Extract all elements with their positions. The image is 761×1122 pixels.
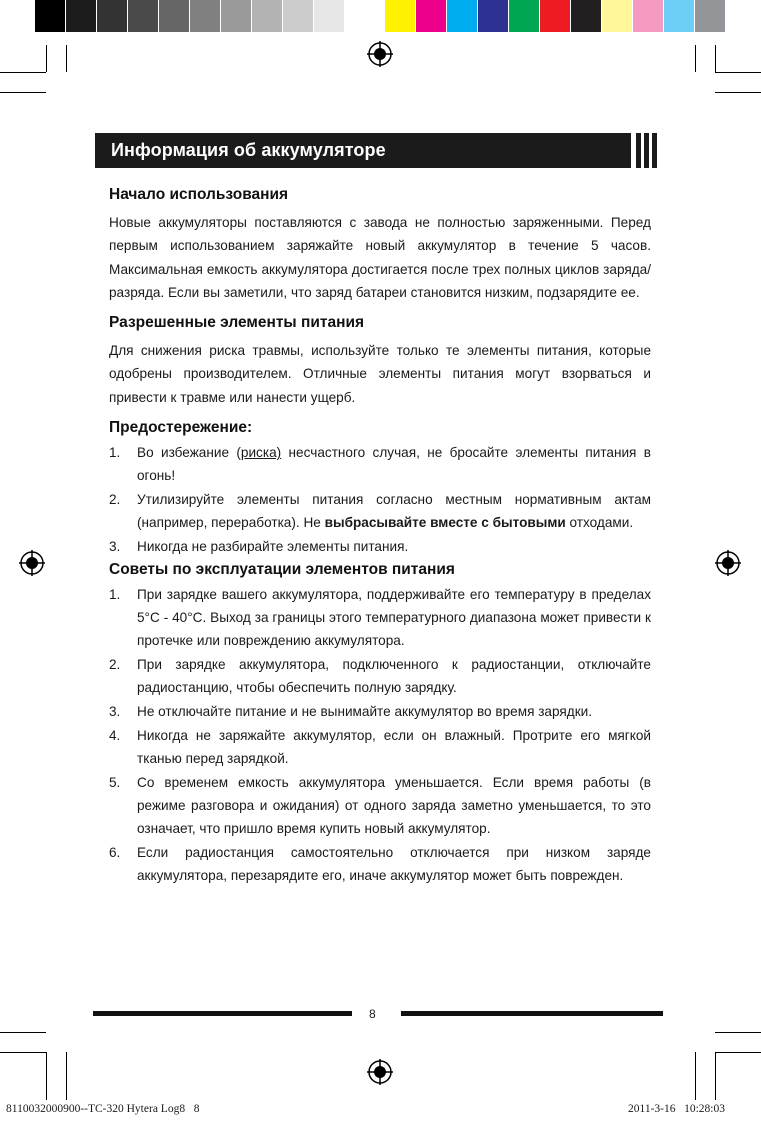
- bold-phrase: выбрасывайте вместе с бытовыми: [324, 515, 566, 531]
- section-title-allowed: Разрешенные элементы питания: [109, 314, 365, 332]
- footer-rule-right: [401, 1011, 663, 1016]
- list-item-text: Никогда не заряжайте аккумулятор, если он влажный. Протрите его мягкой тканью перед зарядкой.: [137, 728, 651, 767]
- main-content: [109, 186, 651, 890]
- gray-swatch: [35, 0, 66, 32]
- color-swatch: [664, 0, 695, 32]
- section-text-start: Новые аккумуляторы поставляются с завода не полностью заряженными. Перед первым использованием заряжайте новый аккумулятор в течение 5 часов. Максимальная емкость аккумулятора достигается после трех полных циклов заряда/разряда. Если вы заметили, что заряд батареи становится низким, подзарядите ее.: [109, 215, 651, 300]
- gray-swatch: [221, 0, 252, 32]
- color-swatch: [509, 0, 540, 32]
- list-item-text: При зарядке аккумулятора, подключенного к радиостанции, отключайте радиостанцию, чтобы обеспечить полную зарядку.: [137, 657, 651, 696]
- registration-mark-icon: [367, 41, 393, 67]
- color-swatch: [695, 0, 726, 32]
- list-number: 2.: [109, 492, 121, 508]
- print-timestamp: 2011-3-16 10:28:03: [628, 1103, 725, 1115]
- list-item: [109, 700, 651, 723]
- color-swatch: [540, 0, 571, 32]
- section-header-bar: [95, 133, 631, 168]
- gray-swatch: [252, 0, 283, 32]
- color-calibration-strip: [35, 0, 726, 32]
- list-number: 2.: [109, 657, 121, 673]
- registration-mark-icon: [19, 550, 45, 576]
- gray-swatch: [190, 0, 221, 32]
- list-number: 1.: [109, 445, 121, 461]
- color-swatch: [447, 0, 478, 32]
- list-item-text: При зарядке вашего аккумулятора, поддерживайте его температуру в пределах 5°C - 40°C. Выход за границы этого температурного диапазона может привести к протечке или повреждению аккумулятора.: [137, 587, 651, 649]
- tips-list: [109, 583, 651, 887]
- list-number: 3.: [109, 704, 121, 720]
- color-swatch: [633, 0, 664, 32]
- list-item-text: Со временем емкость аккумулятора уменьшается. Если время работы (в режиме разговора и ожидания) от одного заряда заметно уменьшается, то это означает, что пришло время купить новый аккумулятор.: [137, 775, 651, 837]
- list-number: 1.: [109, 587, 121, 603]
- list-item: [109, 583, 651, 652]
- section-title-start: Начало использования: [109, 186, 289, 203]
- list-number: 3.: [109, 539, 121, 555]
- grayscale-swatches: [35, 0, 376, 32]
- gray-swatch: [345, 0, 376, 32]
- registration-mark-icon: [367, 1059, 393, 1085]
- list-item: [109, 841, 651, 887]
- color-swatches: [385, 0, 726, 32]
- color-swatch: [571, 0, 602, 32]
- list-item: [109, 724, 651, 770]
- color-swatch: [416, 0, 447, 32]
- list-number: 5.: [109, 775, 121, 791]
- gray-swatch: [314, 0, 345, 32]
- caution-list: [109, 441, 651, 558]
- footer-rule-left: [93, 1011, 352, 1016]
- list-item-text: Не отключайте питание и не вынимайте аккумулятор во время зарядки.: [137, 704, 593, 720]
- color-swatch: [478, 0, 509, 32]
- list-item: [109, 488, 651, 534]
- list-item-text: Если радиостанция самостоятельно отключается при низком заряде аккумулятора, перезарядите его, иначе аккумулятор может быть поврежден.: [137, 845, 651, 884]
- gray-swatch: [128, 0, 159, 32]
- list-item: [109, 653, 651, 699]
- gray-swatch: [159, 0, 190, 32]
- gray-swatch: [97, 0, 128, 32]
- list-number: 6.: [109, 845, 121, 861]
- list-item-text: Утилизируйте элементы питания согласно местным нормативным актам (например, переработка). Не выбрасывайте вместе с бытовыми отходами.: [137, 492, 651, 531]
- page-title: Информация об аккумуляторе: [111, 140, 386, 160]
- underlined-word: риска): [240, 445, 282, 461]
- list-item: [109, 771, 651, 840]
- registration-mark-icon: [715, 550, 741, 576]
- section-text-allowed: Для снижения риска травмы, используйте только те элементы питания, которые одобрены производителем. Отличные элементы питания могут взорваться и привести к травме или нанести ущерб.: [109, 343, 651, 405]
- section-title-caution: Предостережение:: [109, 419, 253, 437]
- print-job-info: 8110032000900--TC-320 Hytera Log8 8: [6, 1103, 200, 1115]
- section-title-tips: Советы по эксплуатации элементов питания: [109, 561, 455, 579]
- gray-swatch: [283, 0, 314, 32]
- color-swatch: [602, 0, 633, 32]
- list-item-text: Никогда не разбирайте элементы питания.: [137, 539, 409, 555]
- color-swatch: [385, 0, 416, 32]
- list-item: [109, 441, 651, 487]
- gray-swatch: [66, 0, 97, 32]
- list-item-text: Во избежание (риска) несчастного случая, не бросайте элементы питания в огонь!: [137, 445, 651, 484]
- page-number: 8: [369, 1007, 376, 1021]
- list-number: 4.: [109, 728, 121, 744]
- list-item: [109, 535, 651, 558]
- header-decor-stripes: [636, 133, 660, 168]
